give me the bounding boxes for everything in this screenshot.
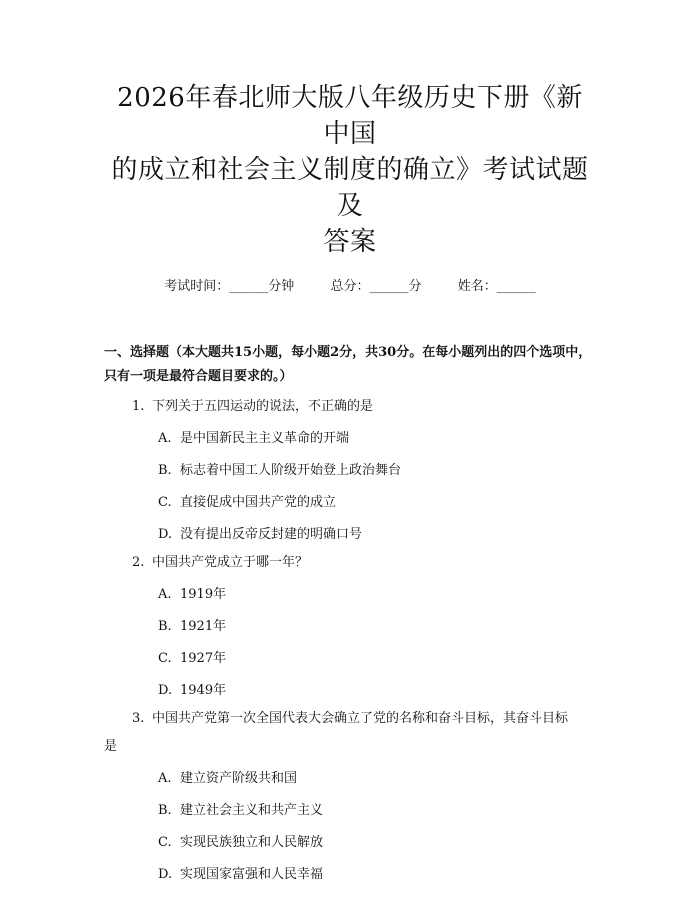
option-letter: C. <box>158 835 172 850</box>
question-3 <box>104 707 596 887</box>
option-letter: A. <box>158 587 172 602</box>
option-a <box>104 767 596 791</box>
option-letter: B. <box>158 463 172 478</box>
option-text: 没有提出反帝反封建的明确口号 <box>180 527 363 542</box>
title-line-3: 答案 <box>323 227 377 257</box>
title-line-1: 2026年春北师大版八年级历史下册《新中国 <box>117 83 583 149</box>
option-letter: D. <box>158 867 173 882</box>
option-letter: D. <box>158 527 173 542</box>
option-letter: B. <box>158 619 172 634</box>
option-letter: C. <box>158 651 172 666</box>
option-b <box>104 459 596 483</box>
question-1 <box>104 395 596 547</box>
option-d <box>104 863 596 887</box>
question-stem-continuation: 是 <box>104 739 118 754</box>
exam-meta <box>104 278 596 296</box>
option-text: 1919年 <box>180 587 227 602</box>
question-stem <box>104 707 596 731</box>
option-letter: C. <box>158 495 172 510</box>
question-text: 中国共产党成立于哪一年？ <box>152 555 309 570</box>
option-c <box>104 831 596 855</box>
question-stem <box>104 551 596 575</box>
option-a <box>104 427 596 451</box>
option-letter: A. <box>158 431 172 446</box>
section-header: 一、选择题（本大题共15小题，每小题2分，共30分。在每小题列出的四个选项中，只有一项是最符合题目要求的。） <box>104 345 592 384</box>
option-text: 建立社会主义和共产主义 <box>180 803 324 818</box>
option-text: 1927年 <box>180 651 227 666</box>
question-stem <box>104 395 596 419</box>
title-line-2: 的成立和社会主义制度的确立》考试试题及 <box>111 155 589 221</box>
question-text: 中国共产党第一次全国代表大会确立了党的名称和奋斗目标，其奋斗目标 <box>152 711 569 726</box>
question-number: 3. <box>132 711 145 726</box>
exam-title <box>104 0 596 260</box>
option-d <box>104 523 596 547</box>
question-list <box>104 395 596 887</box>
option-text: 1949年 <box>180 683 227 698</box>
option-text: 标志着中国工人阶级开始登上政治舞台 <box>180 463 402 478</box>
option-letter: D. <box>158 683 173 698</box>
option-text: 直接促成中国共产党的成立 <box>180 495 337 510</box>
option-letter: A. <box>158 771 172 786</box>
option-letter: B. <box>158 803 172 818</box>
student-name-field: 姓名：______ <box>457 279 536 294</box>
question-text: 下列关于五四运动的说法，不正确的是 <box>152 399 374 414</box>
option-b <box>104 615 596 639</box>
option-text: 实现国家富强和人民幸福 <box>180 867 324 882</box>
option-text: 是中国新民主主义革命的开端 <box>180 431 350 446</box>
option-text: 实现民族独立和人民解放 <box>180 835 324 850</box>
option-c <box>104 491 596 515</box>
option-c <box>104 647 596 671</box>
exam-time-field: 考试时间：______分钟 <box>164 279 295 294</box>
option-b <box>104 799 596 823</box>
question-number: 2. <box>132 555 145 570</box>
option-d <box>104 679 596 703</box>
question-number: 1. <box>132 399 145 414</box>
question-2 <box>104 551 596 703</box>
option-text: 建立资产阶级共和国 <box>180 771 298 786</box>
total-score-field: 总分：______分 <box>330 279 422 294</box>
option-a <box>104 583 596 607</box>
option-text: 1921年 <box>180 619 227 634</box>
